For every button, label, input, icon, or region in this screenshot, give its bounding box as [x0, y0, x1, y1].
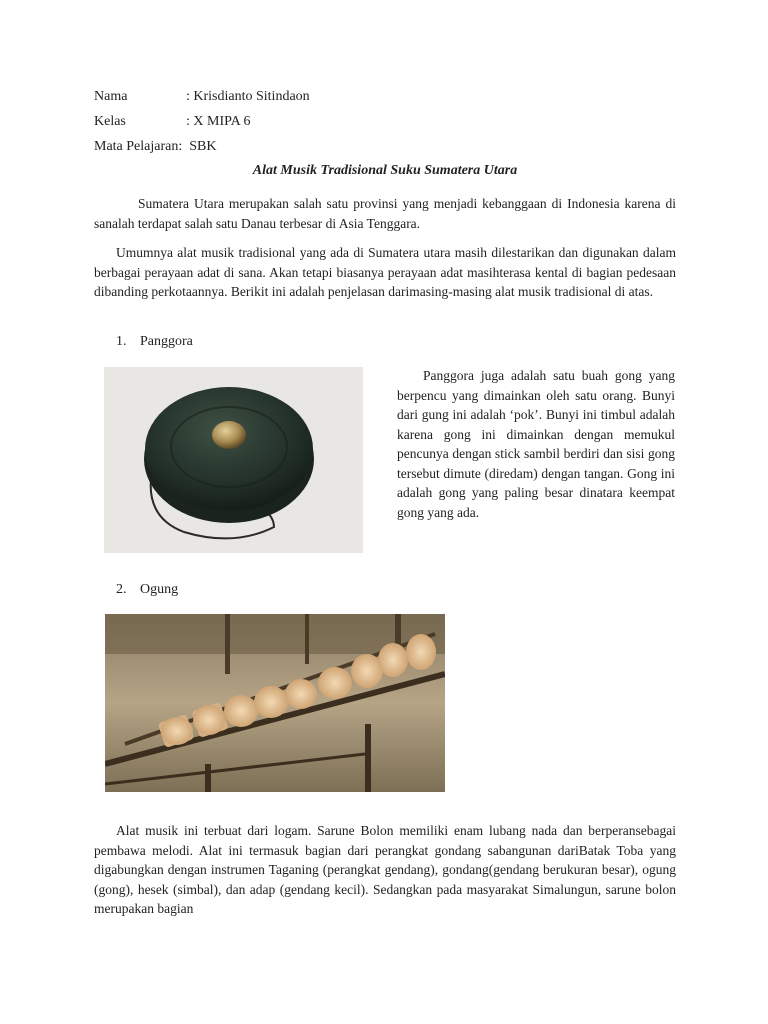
class-value: : X MIPA 6 [186, 114, 251, 129]
panggora-gong-image [104, 367, 363, 553]
class-label: Kelas [94, 114, 126, 129]
ogung-description: Alat musik ini terbuat dari logam. Sarune Bolon memiliki enam lubang nada dan berperansebagai pembawa melodi. Alat ini termasuk bagian dari perangkat gondang sabangunan dariBatak Toba yang digabungkan dengan instrumen Taganing (perangkat gendang), gondang(gendang berukuran besar), ogung (gong), hesek (simbal), dan adap (gendang kecil). Sedangkan pada masyarakat Simalungun, sarune bolon merupakan bagian [94, 823, 676, 916]
intro-paragraph: Sumatera Utara merupakan salah satu provinsi yang menjadi kebanggaan di Indonesia karena di sanalah terdapat salah satu Danau terbesar di Asia Tenggara. [94, 196, 676, 231]
class-row [94, 113, 250, 131]
name-value: : Krisdianto Sitindaon [186, 89, 310, 104]
subject-label: Mata Pelajaran: [94, 139, 183, 154]
subject-row [94, 138, 216, 156]
item-2-number: 2. [116, 582, 127, 597]
panggora-description: Panggora juga adalah satu buah gong yang berpencu yang dimainkan oleh satu orang. Bunyi dari gung ini adalah ‘pok’. Bunyi ini timbul adalah karena gong ini dimainkan dengan memukul pencunya dengan stick sambil berdiri dan sisi gong tersebut dimute (diredam) dengan tangan. Gong ini adalah gong yang paling besar dinatara keempat gong yang ada. [397, 368, 675, 520]
ogung-image [105, 614, 445, 792]
overview-paragraph: Umumnya alat musik tradisional yang ada di Sumatera utara masih dilestarikan dan digunakan dalam berbagai perayaan adat di sana. Akan tetapi biasanya perayaan adat masihterasa kental di bagian pedesaan dibanding perkotaannya. Berikit ini adalah penjelasan darimasing-masing alat musik tradisional di atas. [94, 245, 676, 299]
item-2-heading [116, 582, 178, 598]
item-1-heading [116, 334, 193, 350]
item-2-name: Ogung [140, 582, 179, 597]
subject-value: SBK [189, 139, 217, 154]
name-row [94, 88, 310, 106]
item-1-number: 1. [116, 334, 127, 349]
item-1-name: Panggora [140, 334, 193, 349]
name-label: Nama [94, 89, 128, 104]
document-title: Alat Musik Tradisional Suku Sumatera Utara [252, 163, 518, 178]
